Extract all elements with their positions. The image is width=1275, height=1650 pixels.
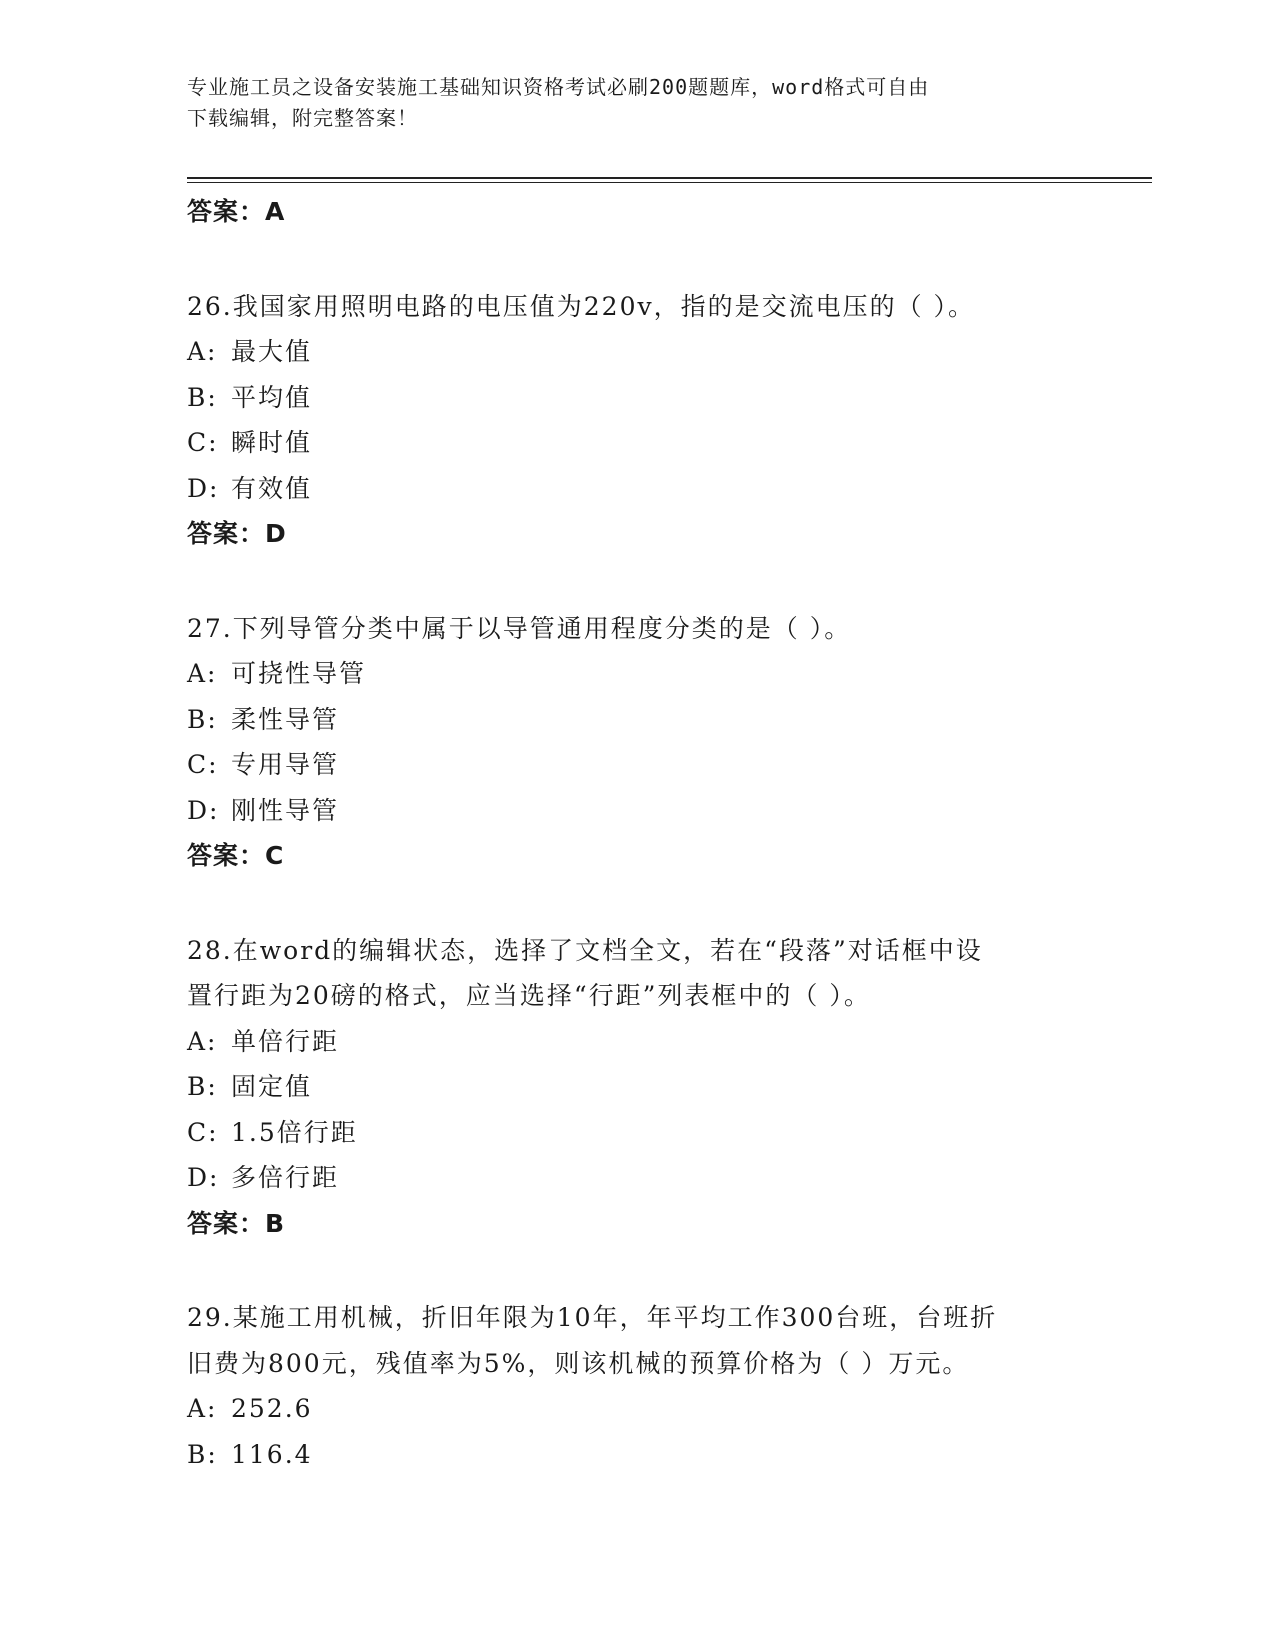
answer-value: D [265, 519, 287, 548]
option-label: C: [187, 1117, 219, 1147]
option-label: A: [187, 659, 218, 688]
option-b [187, 697, 1087, 743]
spacer [187, 1246, 1087, 1295]
option-text: 单倍行距 [231, 1026, 340, 1056]
document-header [187, 72, 1067, 134]
option-d [187, 1155, 1087, 1201]
option-label: B: [187, 1439, 218, 1469]
question-list [187, 189, 1087, 1477]
answer-line [187, 189, 1087, 235]
question-stem: 28.在word的编辑状态，选择了文档全文，若在“段落”对话框中设 [187, 935, 983, 965]
answer-value: C [265, 841, 285, 870]
option-text: 多倍行距 [231, 1163, 340, 1192]
spacer [187, 235, 1087, 284]
question-stem-continued: 置行距为20磅的格式，应当选择“行距”列表框中的（ ）。 [187, 981, 871, 1010]
option-b [187, 1432, 1087, 1478]
option-label: B: [187, 1072, 218, 1101]
option-d [187, 466, 1087, 512]
option-text: 瞬时值 [231, 428, 313, 457]
option-a [187, 1019, 1087, 1065]
option-c [187, 742, 1087, 788]
option-text: 有效值 [231, 473, 313, 503]
question-block [187, 928, 1087, 1247]
question-stem: 26.我国家用照明电路的电压值为220v，指的是交流电压的（ ）。 [187, 291, 976, 321]
question-stem-continued: 旧费为800元，残值率为5%，则该机械的预算价格为（ ）万元。 [187, 1348, 970, 1378]
option-label: D: [187, 1163, 220, 1192]
answer-prefix: 答案： [187, 841, 266, 870]
answer-line [187, 833, 1087, 879]
option-c [187, 420, 1087, 466]
question-stem: 27.下列导管分类中属于以导管通用程度分类的是（ ）。 [187, 613, 852, 643]
header-line-2: 下载编辑，附完整答案！ [187, 106, 418, 130]
option-label: D: [187, 473, 220, 503]
option-label: A: [187, 1026, 218, 1056]
option-text: 专用导管 [231, 750, 340, 779]
option-text: 可挠性导管 [231, 659, 367, 688]
spacer [187, 879, 1087, 928]
option-label: A: [187, 337, 218, 366]
question-block [187, 284, 1087, 557]
answer-prefix: 答案： [187, 197, 266, 226]
answer-value: A [265, 197, 286, 226]
option-label: B: [187, 382, 218, 412]
answer-prefix: 答案： [187, 519, 266, 548]
option-label: D: [187, 795, 220, 825]
answer-value: B [265, 1208, 286, 1238]
option-label: C: [187, 428, 219, 457]
question-stem: 29.某施工用机械，折旧年限为10年，年平均工作300台班，台班折 [187, 1303, 998, 1332]
question-block [187, 606, 1087, 879]
option-c [187, 1110, 1087, 1156]
option-text: 最大值 [231, 337, 313, 366]
option-label: A: [187, 1394, 218, 1423]
option-b [187, 1064, 1087, 1110]
option-a [187, 651, 1087, 697]
header-divider-thin [187, 182, 1152, 183]
header-divider-thick [187, 177, 1152, 179]
header-line-1: 专业施工员之设备安装施工基础知识资格考试必刷200题题库，word格式可自由 [187, 75, 930, 99]
question-block [187, 1295, 1087, 1477]
answer-prefix: 答案： [187, 1208, 266, 1238]
option-text: 固定值 [231, 1072, 313, 1101]
option-label: B: [187, 704, 218, 734]
option-text: 平均值 [231, 382, 313, 412]
option-text: 1.5倍行距 [231, 1117, 358, 1147]
option-text: 252.6 [231, 1394, 313, 1423]
answer-line [187, 1201, 1087, 1247]
option-a [187, 1386, 1087, 1432]
option-text: 116.4 [231, 1439, 313, 1469]
answer-line [187, 511, 1087, 557]
option-d [187, 788, 1087, 834]
option-a [187, 329, 1087, 375]
option-text: 刚性导管 [231, 795, 340, 825]
option-label: C: [187, 750, 219, 779]
option-b [187, 375, 1087, 421]
option-text: 柔性导管 [231, 704, 340, 734]
spacer [187, 557, 1087, 606]
